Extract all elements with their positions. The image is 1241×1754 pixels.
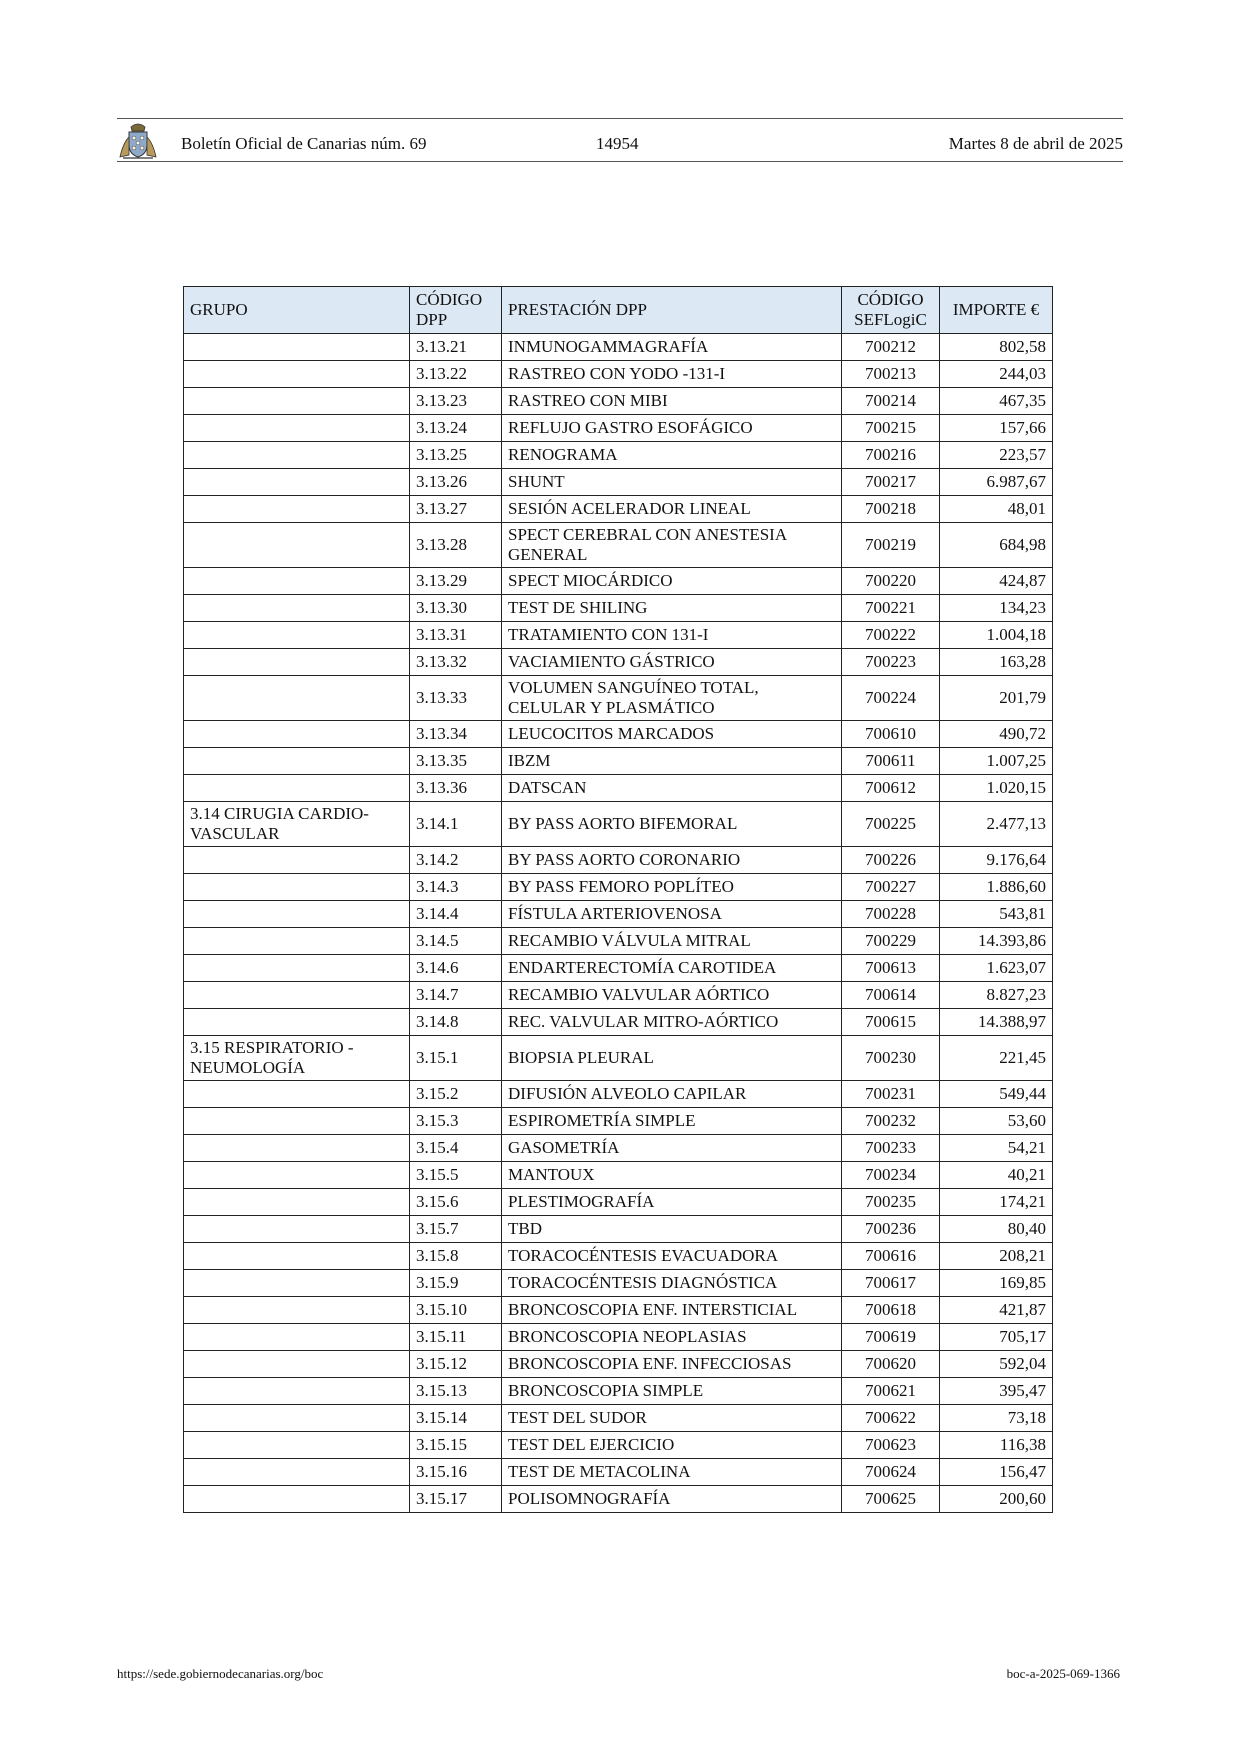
- cell-codigo-dpp: 3.14.7: [410, 982, 502, 1009]
- cell-prestacion: TORACOCÉNTESIS EVACUADORA: [502, 1243, 842, 1270]
- cell-importe: 9.176,64: [940, 847, 1053, 874]
- cell-importe: 592,04: [940, 1351, 1053, 1378]
- footer-doc-id: boc-a-2025-069-1366: [1006, 1666, 1120, 1681]
- cell-codigo-dpp: 3.13.26: [410, 469, 502, 496]
- cell-importe: 200,60: [940, 1486, 1053, 1513]
- table-row: [184, 802, 1053, 847]
- cell-importe: 543,81: [940, 901, 1053, 928]
- cell-codigo-dpp: 3.15.17: [410, 1486, 502, 1513]
- table-row: [184, 1351, 1053, 1378]
- table-row: [184, 1081, 1053, 1108]
- cell-grupo: [184, 748, 410, 775]
- publication-date: Martes 8 de abril de 2025: [948, 134, 1123, 153]
- cell-importe: 802,58: [940, 334, 1053, 361]
- table-row: [184, 442, 1053, 469]
- table-row: [184, 622, 1053, 649]
- table-row: [184, 1036, 1053, 1081]
- cell-codigo-seflogic: 700230: [842, 1036, 940, 1081]
- cell-grupo: 3.15 RESPIRATORIO - NEUMOLOGÍA: [184, 1036, 410, 1081]
- cell-codigo-seflogic: 700233: [842, 1135, 940, 1162]
- cell-grupo: [184, 595, 410, 622]
- table-row: [184, 721, 1053, 748]
- cell-prestacion: TBD: [502, 1216, 842, 1243]
- table-row: [184, 775, 1053, 802]
- cell-prestacion: RASTREO CON YODO -131-I: [502, 361, 842, 388]
- cell-prestacion: LEUCOCITOS MARCADOS: [502, 721, 842, 748]
- cell-prestacion: DATSCAN: [502, 775, 842, 802]
- cell-codigo-dpp: 3.15.1: [410, 1036, 502, 1081]
- cell-codigo-seflogic: 700617: [842, 1270, 940, 1297]
- cell-codigo-dpp: 3.13.28: [410, 523, 502, 568]
- cell-grupo: [184, 388, 410, 415]
- cell-grupo: [184, 1297, 410, 1324]
- table-row: [184, 1108, 1053, 1135]
- cell-importe: 395,47: [940, 1378, 1053, 1405]
- cell-grupo: [184, 982, 410, 1009]
- cell-codigo-dpp: 3.13.35: [410, 748, 502, 775]
- cell-codigo-seflogic: 700231: [842, 1081, 940, 1108]
- cell-codigo-dpp: 3.15.12: [410, 1351, 502, 1378]
- cell-grupo: [184, 1324, 410, 1351]
- cell-importe: 1.007,25: [940, 748, 1053, 775]
- cell-codigo-seflogic: 700212: [842, 334, 940, 361]
- cell-codigo-dpp: 3.13.31: [410, 622, 502, 649]
- table-row: [184, 388, 1053, 415]
- cell-codigo-seflogic: 700623: [842, 1432, 940, 1459]
- cell-codigo-seflogic: 700218: [842, 496, 940, 523]
- cell-codigo-dpp: 3.15.8: [410, 1243, 502, 1270]
- cell-prestacion: REFLUJO GASTRO ESOFÁGICO: [502, 415, 842, 442]
- cell-codigo-seflogic: 700226: [842, 847, 940, 874]
- cell-prestacion: DIFUSIÓN ALVEOLO CAPILAR: [502, 1081, 842, 1108]
- cell-prestacion: SPECT CEREBRAL CON ANESTESIA GENERAL: [502, 523, 842, 568]
- cell-importe: 8.827,23: [940, 982, 1053, 1009]
- cell-grupo: [184, 523, 410, 568]
- cell-codigo-seflogic: 700619: [842, 1324, 940, 1351]
- cell-importe: 14.393,86: [940, 928, 1053, 955]
- cell-prestacion: RECAMBIO VALVULAR AÓRTICO: [502, 982, 842, 1009]
- cell-grupo: [184, 1189, 410, 1216]
- cell-codigo-seflogic: 700224: [842, 676, 940, 721]
- table-row: [184, 361, 1053, 388]
- cell-codigo-dpp: 3.15.7: [410, 1216, 502, 1243]
- cell-prestacion: SPECT MIOCÁRDICO: [502, 568, 842, 595]
- cell-importe: 73,18: [940, 1405, 1053, 1432]
- cell-prestacion: SESIÓN ACELERADOR LINEAL: [502, 496, 842, 523]
- cell-codigo-dpp: 3.15.4: [410, 1135, 502, 1162]
- cell-grupo: [184, 469, 410, 496]
- cell-codigo-seflogic: 700621: [842, 1378, 940, 1405]
- cell-codigo-seflogic: 700613: [842, 955, 940, 982]
- cell-importe: 467,35: [940, 388, 1053, 415]
- table-row: [184, 1324, 1053, 1351]
- cell-importe: 169,85: [940, 1270, 1053, 1297]
- cell-codigo-dpp: 3.13.25: [410, 442, 502, 469]
- cell-codigo-dpp: 3.15.14: [410, 1405, 502, 1432]
- cell-codigo-dpp: 3.13.32: [410, 649, 502, 676]
- cell-codigo-seflogic: 700620: [842, 1351, 940, 1378]
- cell-importe: 424,87: [940, 568, 1053, 595]
- cell-grupo: [184, 622, 410, 649]
- cell-codigo-dpp: 3.14.2: [410, 847, 502, 874]
- cell-codigo-dpp: 3.15.10: [410, 1297, 502, 1324]
- table-row: [184, 1009, 1053, 1036]
- table-row: [184, 1270, 1053, 1297]
- cell-codigo-seflogic: 700610: [842, 721, 940, 748]
- cell-prestacion: BY PASS AORTO BIFEMORAL: [502, 802, 842, 847]
- cell-codigo-seflogic: 700223: [842, 649, 940, 676]
- cell-prestacion: BRONCOSCOPIA ENF. INTERSTICIAL: [502, 1297, 842, 1324]
- cell-codigo-seflogic: 700228: [842, 901, 940, 928]
- table-row: [184, 676, 1053, 721]
- cell-importe: 705,17: [940, 1324, 1053, 1351]
- table-header-row: [184, 287, 1053, 334]
- cell-importe: 163,28: [940, 649, 1053, 676]
- cell-importe: 1.004,18: [940, 622, 1053, 649]
- table-row: [184, 748, 1053, 775]
- table-row: [184, 595, 1053, 622]
- table-row: [184, 415, 1053, 442]
- col-header-codigo-dpp: CÓDIGO DPP: [410, 287, 502, 334]
- table-row: [184, 496, 1053, 523]
- cell-importe: 221,45: [940, 1036, 1053, 1081]
- table-row: [184, 1162, 1053, 1189]
- cell-importe: 157,66: [940, 415, 1053, 442]
- cell-prestacion: BRONCOSCOPIA ENF. INFECCIOSAS: [502, 1351, 842, 1378]
- cell-importe: 6.987,67: [940, 469, 1053, 496]
- cell-codigo-dpp: 3.15.11: [410, 1324, 502, 1351]
- cell-codigo-dpp: 3.13.27: [410, 496, 502, 523]
- cell-grupo: [184, 676, 410, 721]
- table-row: [184, 1378, 1053, 1405]
- cell-prestacion: TEST DE METACOLINA: [502, 1459, 842, 1486]
- cell-codigo-dpp: 3.13.29: [410, 568, 502, 595]
- cell-prestacion: POLISOMNOGRAFÍA: [502, 1486, 842, 1513]
- cell-codigo-seflogic: 700219: [842, 523, 940, 568]
- cell-prestacion: BY PASS FEMORO POPLÍTEO: [502, 874, 842, 901]
- cell-codigo-seflogic: 700625: [842, 1486, 940, 1513]
- cell-grupo: [184, 847, 410, 874]
- table-row: [184, 1459, 1053, 1486]
- cell-importe: 14.388,97: [940, 1009, 1053, 1036]
- table-row: [184, 1297, 1053, 1324]
- cell-prestacion: GASOMETRÍA: [502, 1135, 842, 1162]
- col-header-importe: IMPORTE €: [940, 287, 1053, 334]
- cell-grupo: [184, 1243, 410, 1270]
- cell-importe: 1.020,15: [940, 775, 1053, 802]
- cell-prestacion: VACIAMIENTO GÁSTRICO: [502, 649, 842, 676]
- cell-codigo-dpp: 3.15.6: [410, 1189, 502, 1216]
- cell-codigo-seflogic: 700614: [842, 982, 940, 1009]
- cell-importe: 2.477,13: [940, 802, 1053, 847]
- cell-grupo: [184, 901, 410, 928]
- footer-url: https://sede.gobiernodecanarias.org/boc: [117, 1666, 324, 1681]
- cell-codigo-seflogic: 700221: [842, 595, 940, 622]
- cell-codigo-dpp: 3.15.13: [410, 1378, 502, 1405]
- cell-codigo-seflogic: 700217: [842, 469, 940, 496]
- cell-codigo-dpp: 3.15.3: [410, 1108, 502, 1135]
- cell-importe: 116,38: [940, 1432, 1053, 1459]
- table-row: [184, 928, 1053, 955]
- cell-prestacion: TRATAMIENTO CON 131-I: [502, 622, 842, 649]
- cell-codigo-dpp: 3.14.8: [410, 1009, 502, 1036]
- cell-codigo-seflogic: 700215: [842, 415, 940, 442]
- cell-prestacion: ENDARTERECTOMÍA CAROTIDEA: [502, 955, 842, 982]
- cell-grupo: [184, 361, 410, 388]
- cell-prestacion: SHUNT: [502, 469, 842, 496]
- cell-codigo-dpp: 3.15.2: [410, 1081, 502, 1108]
- cell-codigo-dpp: 3.13.36: [410, 775, 502, 802]
- cell-prestacion: TEST DEL EJERCICIO: [502, 1432, 842, 1459]
- cell-grupo: [184, 1135, 410, 1162]
- cell-prestacion: RASTREO CON MIBI: [502, 388, 842, 415]
- col-header-prestacion: PRESTACIÓN DPP: [502, 287, 842, 334]
- table-row: [184, 649, 1053, 676]
- table-row: [184, 874, 1053, 901]
- cell-codigo-dpp: 3.13.23: [410, 388, 502, 415]
- cell-prestacion: TEST DE SHILING: [502, 595, 842, 622]
- cell-importe: 40,21: [940, 1162, 1053, 1189]
- cell-codigo-dpp: 3.14.5: [410, 928, 502, 955]
- cell-grupo: [184, 442, 410, 469]
- cell-codigo-seflogic: 700216: [842, 442, 940, 469]
- cell-importe: 490,72: [940, 721, 1053, 748]
- cell-grupo: [184, 1162, 410, 1189]
- cell-importe: 53,60: [940, 1108, 1053, 1135]
- cell-grupo: [184, 721, 410, 748]
- cell-prestacion: BY PASS AORTO CORONARIO: [502, 847, 842, 874]
- cell-grupo: [184, 1270, 410, 1297]
- cell-importe: 549,44: [940, 1081, 1053, 1108]
- cell-grupo: [184, 1405, 410, 1432]
- coat-of-arms-icon: [117, 121, 159, 161]
- cell-importe: 684,98: [940, 523, 1053, 568]
- cell-codigo-dpp: 3.13.24: [410, 415, 502, 442]
- cell-prestacion: MANTOUX: [502, 1162, 842, 1189]
- table-row: [184, 1243, 1053, 1270]
- page-number: 14954: [596, 134, 639, 153]
- cell-grupo: [184, 874, 410, 901]
- publication-title: Boletín Oficial de Canarias núm. 69: [181, 134, 427, 153]
- col-header-codigo-seflogic: CÓDIGO SEFLogiC: [842, 287, 940, 334]
- table-row: [184, 1432, 1053, 1459]
- cell-prestacion: RECAMBIO VÁLVULA MITRAL: [502, 928, 842, 955]
- cell-importe: 134,23: [940, 595, 1053, 622]
- header-rule-bottom: [117, 161, 1123, 162]
- cell-codigo-dpp: 3.14.4: [410, 901, 502, 928]
- cell-prestacion: BRONCOSCOPIA SIMPLE: [502, 1378, 842, 1405]
- cell-codigo-seflogic: 700213: [842, 361, 940, 388]
- cell-importe: 48,01: [940, 496, 1053, 523]
- table-row: [184, 901, 1053, 928]
- cell-codigo-seflogic: 700220: [842, 568, 940, 595]
- cell-prestacion: TORACOCÉNTESIS DIAGNÓSTICA: [502, 1270, 842, 1297]
- cell-codigo-dpp: 3.13.33: [410, 676, 502, 721]
- cell-importe: 54,21: [940, 1135, 1053, 1162]
- cell-codigo-seflogic: 700232: [842, 1108, 940, 1135]
- cell-codigo-seflogic: 700616: [842, 1243, 940, 1270]
- cell-codigo-seflogic: 700222: [842, 622, 940, 649]
- cell-grupo: [184, 955, 410, 982]
- cell-codigo-seflogic: 700225: [842, 802, 940, 847]
- cell-prestacion: TEST DEL SUDOR: [502, 1405, 842, 1432]
- cell-grupo: [184, 496, 410, 523]
- table-row: [184, 982, 1053, 1009]
- prestaciones-table: [183, 286, 1053, 1513]
- cell-grupo: [184, 649, 410, 676]
- cell-codigo-dpp: 3.15.9: [410, 1270, 502, 1297]
- table-row: [184, 523, 1053, 568]
- table-row: [184, 1486, 1053, 1513]
- cell-prestacion: INMUNOGAMMAGRAFÍA: [502, 334, 842, 361]
- cell-codigo-dpp: 3.13.22: [410, 361, 502, 388]
- table-row: [184, 1135, 1053, 1162]
- cell-codigo-dpp: 3.15.15: [410, 1432, 502, 1459]
- cell-codigo-seflogic: 700229: [842, 928, 940, 955]
- cell-importe: 174,21: [940, 1189, 1053, 1216]
- header-rule-top: [117, 118, 1123, 119]
- cell-grupo: [184, 1432, 410, 1459]
- cell-importe: 223,57: [940, 442, 1053, 469]
- cell-prestacion: IBZM: [502, 748, 842, 775]
- cell-prestacion: BRONCOSCOPIA NEOPLASIAS: [502, 1324, 842, 1351]
- col-header-grupo: GRUPO: [184, 287, 410, 334]
- table-row: [184, 1405, 1053, 1432]
- cell-codigo-seflogic: 700227: [842, 874, 940, 901]
- cell-codigo-seflogic: 700236: [842, 1216, 940, 1243]
- cell-prestacion: FÍSTULA ARTERIOVENOSA: [502, 901, 842, 928]
- cell-codigo-seflogic: 700234: [842, 1162, 940, 1189]
- cell-codigo-seflogic: 700615: [842, 1009, 940, 1036]
- cell-codigo-dpp: 3.13.21: [410, 334, 502, 361]
- table-row: [184, 847, 1053, 874]
- table-row: [184, 469, 1053, 496]
- cell-importe: 208,21: [940, 1243, 1053, 1270]
- cell-codigo-dpp: 3.14.6: [410, 955, 502, 982]
- cell-codigo-seflogic: 700612: [842, 775, 940, 802]
- cell-prestacion: BIOPSIA PLEURAL: [502, 1036, 842, 1081]
- table-row: [184, 1216, 1053, 1243]
- cell-grupo: 3.14 CIRUGIA CARDIO-VASCULAR: [184, 802, 410, 847]
- cell-grupo: [184, 928, 410, 955]
- cell-importe: 80,40: [940, 1216, 1053, 1243]
- cell-importe: 244,03: [940, 361, 1053, 388]
- cell-grupo: [184, 1081, 410, 1108]
- cell-codigo-dpp: 3.13.34: [410, 721, 502, 748]
- cell-grupo: [184, 1216, 410, 1243]
- cell-importe: 1.886,60: [940, 874, 1053, 901]
- cell-codigo-dpp: 3.15.16: [410, 1459, 502, 1486]
- cell-importe: 421,87: [940, 1297, 1053, 1324]
- cell-prestacion: RENOGRAMA: [502, 442, 842, 469]
- cell-importe: 1.623,07: [940, 955, 1053, 982]
- table-row: [184, 334, 1053, 361]
- cell-grupo: [184, 1486, 410, 1513]
- cell-codigo-dpp: 3.15.5: [410, 1162, 502, 1189]
- cell-codigo-seflogic: 700618: [842, 1297, 940, 1324]
- cell-grupo: [184, 1378, 410, 1405]
- cell-grupo: [184, 775, 410, 802]
- cell-importe: 156,47: [940, 1459, 1053, 1486]
- cell-grupo: [184, 1108, 410, 1135]
- cell-grupo: [184, 1351, 410, 1378]
- cell-codigo-dpp: 3.14.1: [410, 802, 502, 847]
- cell-grupo: [184, 1459, 410, 1486]
- cell-codigo-seflogic: 700622: [842, 1405, 940, 1432]
- cell-grupo: [184, 568, 410, 595]
- cell-grupo: [184, 415, 410, 442]
- cell-codigo-seflogic: 700235: [842, 1189, 940, 1216]
- cell-codigo-dpp: 3.13.30: [410, 595, 502, 622]
- cell-prestacion: ESPIROMETRÍA SIMPLE: [502, 1108, 842, 1135]
- cell-codigo-dpp: 3.14.3: [410, 874, 502, 901]
- table-row: [184, 568, 1053, 595]
- cell-grupo: [184, 334, 410, 361]
- cell-prestacion: REC. VALVULAR MITRO-AÓRTICO: [502, 1009, 842, 1036]
- cell-prestacion: PLESTIMOGRAFÍA: [502, 1189, 842, 1216]
- cell-codigo-seflogic: 700611: [842, 748, 940, 775]
- cell-codigo-seflogic: 700624: [842, 1459, 940, 1486]
- cell-importe: 201,79: [940, 676, 1053, 721]
- table-row: [184, 1189, 1053, 1216]
- cell-grupo: [184, 1009, 410, 1036]
- table-row: [184, 955, 1053, 982]
- cell-codigo-seflogic: 700214: [842, 388, 940, 415]
- cell-prestacion: VOLUMEN SANGUÍNEO TOTAL, CELULAR Y PLASMÁTICO: [502, 676, 842, 721]
